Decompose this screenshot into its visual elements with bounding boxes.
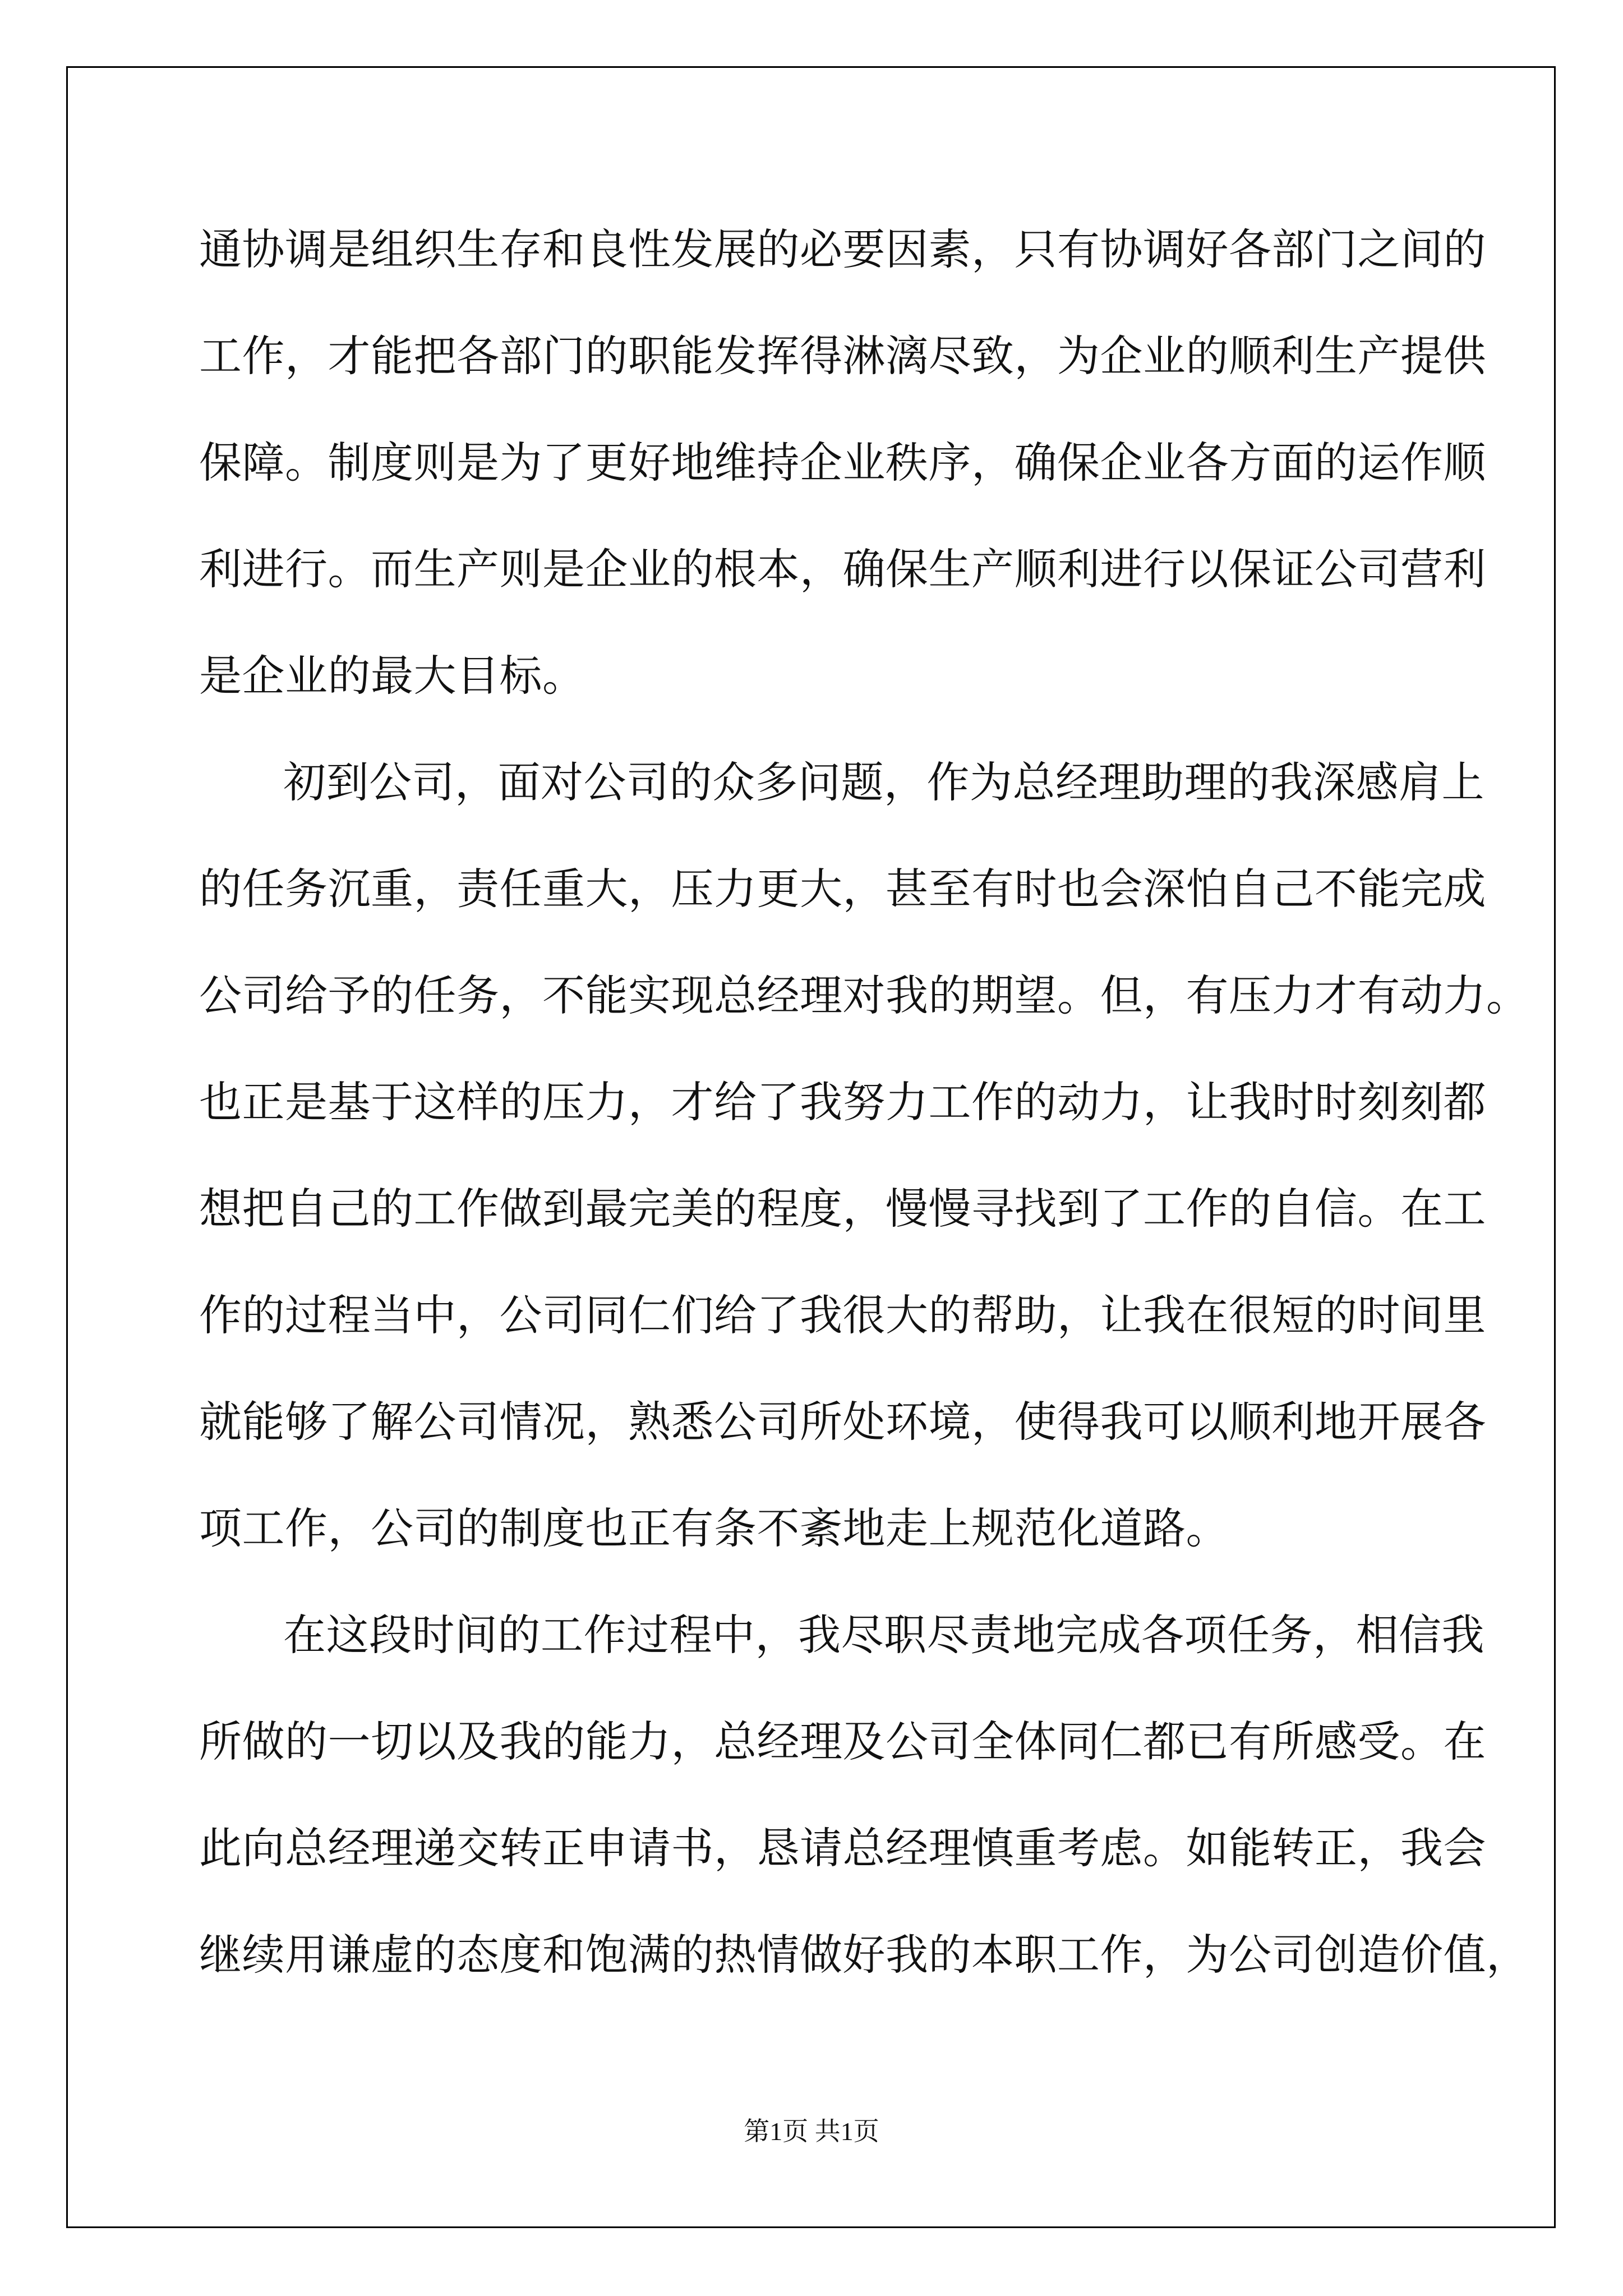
- text-line: 继续用谦虚的态度和饱满的热情做好我的本职工作，为公司创造价值，: [199, 1930, 1529, 1980]
- text-line: 公司给予的任务，不能实现总经理对我的期望。但，有压力才有动力。: [199, 970, 1529, 1020]
- text-line: 作的过程当中，公司同仁们给了我很大的帮助，让我在很短的时间里: [199, 1290, 1486, 1340]
- text-line: 想把自己的工作做到最完美的程度，慢慢寻找到了工作的自信。在工: [199, 1184, 1486, 1234]
- paragraph-first-line: 初到公司，面对公司的众多问题，作为总经理助理的我深感肩上: [283, 757, 1484, 807]
- text-line: 此向总经理递交转正申请书，恳请总经理慎重考虑。如能转正，我会: [199, 1823, 1486, 1873]
- text-line: 的任务沉重，责任重大，压力更大，甚至有时也会深怕自己不能完成: [199, 864, 1486, 914]
- text-line: 就能够了解公司情况，熟悉公司所处环境，使得我可以顺利地开展各: [199, 1397, 1486, 1447]
- text-line: 通协调是组织生存和良性发展的必要因素，只有协调好各部门之间的: [199, 224, 1486, 274]
- text-line: 是企业的最大目标。: [199, 651, 585, 701]
- text-line: 利进行。而生产则是企业的根本，确保生产顺利进行以保证公司营利: [199, 544, 1486, 594]
- paragraph-first-line: 在这段时间的工作过程中，我尽职尽责地完成各项任务，相信我: [283, 1610, 1484, 1660]
- text-line: 保障。制度则是为了更好地维持企业秩序，确保企业各方面的运作顺: [199, 438, 1486, 487]
- text-line: 也正是基于这样的压力，才给了我努力工作的动力，让我时时刻刻都: [199, 1077, 1486, 1127]
- text-line: 所做的一切以及我的能力，总经理及公司全体同仁都已有所感受。在: [199, 1717, 1486, 1766]
- text-line: 工作，才能把各部门的职能发挥得淋漓尽致，为企业的顺利生产提供: [199, 331, 1486, 381]
- page-footer: 第1页 共1页: [744, 2117, 879, 2146]
- text-line: 项工作，公司的制度也正有条不紊地走上规范化道路。: [199, 1503, 1229, 1553]
